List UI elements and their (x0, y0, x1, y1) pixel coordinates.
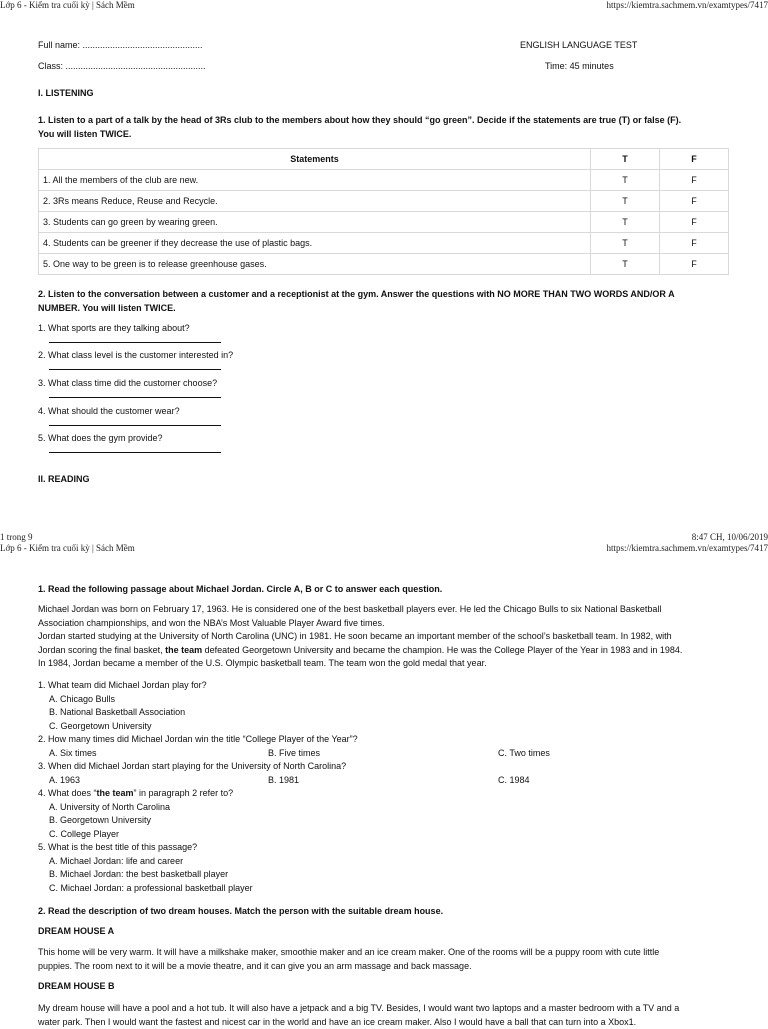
print-timestamp: 8:47 CH, 10/06/2019 (692, 532, 768, 542)
gym-question (38, 378, 221, 398)
header-false: F (660, 149, 729, 170)
answer-option[interactable]: B. Michael Jordan: the best basketball player (49, 868, 730, 882)
answer-option[interactable]: C. 1984 (498, 774, 530, 788)
statements-table (38, 148, 729, 275)
page-url-header[interactable]: https://kiemtra.sachmem.vn/examtypes/7417 (607, 0, 768, 10)
instruction-line: 1. Listen to a part of a talk by the head of 3Rs club to the members about how they should “go green”. Decide if the statements are true (T) or false (F). (38, 114, 730, 128)
page-title-header: Lớp 6 - Kiểm tra cuối kỳ | Sách Mềm (0, 0, 135, 10)
listening-task1-instruction (38, 114, 730, 141)
question-text: 4. What should the customer wear? (38, 406, 221, 416)
instruction-line: 2. Listen to the conversation between a customer and a receptionist at the gym. Answer the questions with NO MORE THAN TWO WORDS AND/OR A (38, 288, 730, 302)
reading-section-title: II. READING (38, 474, 90, 484)
answer-blank[interactable] (49, 416, 221, 426)
answer-option[interactable]: A. University of North Carolina (49, 801, 730, 815)
answer-option[interactable]: B. Georgetown University (49, 814, 730, 828)
question-text (38, 787, 730, 801)
instruction-line: NUMBER. You will listen TWICE. (38, 302, 730, 316)
question-text: 3. What class time did the customer choose? (38, 378, 221, 388)
the-team-phrase: the team (97, 788, 134, 798)
dream-house-b-text (38, 1002, 730, 1029)
question-part: ” in paragraph 2 refer to? (134, 788, 234, 798)
statement-text: 1. All the members of the club are new. (39, 170, 591, 191)
page-url-header[interactable]: https://kiemtra.sachmem.vn/examtypes/7417 (607, 543, 768, 553)
passage-text: Jordan scoring the final basket, (38, 645, 165, 655)
answer-blank[interactable] (49, 360, 221, 370)
false-option[interactable]: F (660, 233, 729, 254)
instruction-line: You will listen TWICE. (38, 128, 730, 142)
passage-line: Jordan started studying at the University of North Carolina (UNC) in 1981. He soon became an important member of the school’s basketball team. In 1982, with (38, 630, 730, 644)
false-option[interactable]: F (660, 212, 729, 233)
answer-option[interactable]: C. College Player (49, 828, 730, 842)
jordan-questions (38, 679, 730, 895)
answer-blank[interactable] (49, 443, 221, 453)
passage-line (38, 644, 730, 658)
true-option[interactable]: T (591, 191, 660, 212)
answer-option[interactable]: C. Michael Jordan: a professional basketball player (49, 882, 730, 896)
test-title: ENGLISH LANGUAGE TEST (520, 40, 637, 50)
true-option[interactable]: T (591, 170, 660, 191)
statements-table-wrap (38, 148, 729, 275)
question-text: 1. What sports are they talking about? (38, 323, 221, 333)
full-name-field: Full name: ................................................ (38, 40, 203, 50)
dream-house-a-text (38, 946, 730, 973)
passage-line: water park. Then I would want the fastest and nicest car in the world and have an ice cream maker. Also I would have a ball that can turn into a Xbox1. (38, 1016, 730, 1029)
answer-option[interactable]: C. Two times (498, 747, 550, 761)
passage-line: Michael Jordan was born on February 17, 1963. He is considered one of the best basketball players ever. He led the Chicago Bulls to six National Basketball (38, 603, 730, 617)
statement-text: 5. One way to be green is to release greenhouse gases. (39, 254, 591, 275)
the-team-phrase: the team (165, 645, 202, 655)
listening-section-title: I. LISTENING (38, 88, 94, 98)
test-time: Time: 45 minutes (545, 61, 614, 71)
false-option[interactable]: F (660, 170, 729, 191)
answer-option[interactable]: B. 1981 (268, 774, 299, 788)
question-text: 2. What class level is the customer interested in? (38, 350, 233, 360)
answer-blank[interactable] (49, 388, 221, 398)
passage-line: This home will be very warm. It will have a milkshake maker, smoothie maker and an ice cream maker. One of the rooms will be a puppy room with cute little (38, 946, 730, 960)
listening-task2-instruction (38, 288, 730, 315)
passage-line: My dream house will have a pool and a hot tub. It will also have a jetpack and a big TV. Besides, I would want two laptops and a master bedroom with a TV and a (38, 1002, 730, 1016)
dream-house-a-title: DREAM HOUSE A (38, 926, 114, 936)
answer-option[interactable]: A. 1963 (49, 774, 80, 788)
true-option[interactable]: T (591, 212, 660, 233)
options-row (38, 774, 730, 788)
answer-option[interactable]: B. National Basketball Association (49, 706, 730, 720)
passage-line: Association championships, and won the NBA’s Most Valuable Player Award five times. (38, 617, 730, 631)
answer-option[interactable]: B. Five times (268, 747, 320, 761)
table-header-row (39, 149, 729, 170)
page-title-header: Lớp 6 - Kiểm tra cuối kỳ | Sách Mềm (0, 543, 135, 553)
table-row (39, 170, 729, 191)
gym-question (38, 406, 221, 426)
passage-line: In 1984, Jordan became a member of the U.S. Olympic basketball team. The team won the gold medal that year. (38, 657, 730, 671)
true-option[interactable]: T (591, 254, 660, 275)
reading-task2-instruction: 2. Read the description of two dream houses. Match the person with the suitable dream house. (38, 906, 443, 916)
header-statements: Statements (39, 149, 591, 170)
table-row (39, 254, 729, 275)
false-option[interactable]: F (660, 191, 729, 212)
gym-question (38, 323, 221, 343)
options-row (38, 747, 730, 761)
answer-option[interactable]: A. Six times (49, 747, 97, 761)
passage-text: defeated Georgetown University and became the champion. He was the College Player of the Year in 1983 and in 1984. (202, 645, 682, 655)
question-text: 5. What is the best title of this passage? (38, 841, 730, 855)
jordan-passage (38, 603, 730, 671)
class-field: Class: ........................................................ (38, 61, 206, 71)
table-row (39, 212, 729, 233)
answer-option[interactable]: C. Georgetown University (49, 720, 730, 734)
gym-question (38, 350, 233, 370)
question-text: 1. What team did Michael Jordan play for? (38, 679, 730, 693)
statement-text: 4. Students can be greener if they decrease the use of plastic bags. (39, 233, 591, 254)
question-text: 5. What does the gym provide? (38, 433, 221, 443)
header-true: T (591, 149, 660, 170)
page-counter: 1 trong 9 (0, 532, 33, 542)
table-row (39, 233, 729, 254)
question-text: 3. When did Michael Jordan start playing for the University of North Carolina? (38, 760, 730, 774)
passage-line: puppies. The room next to it will be a movie theatre, and it can give you an arm massage and back massage. (38, 960, 730, 974)
true-option[interactable]: T (591, 233, 660, 254)
answer-option[interactable]: A. Michael Jordan: life and career (49, 855, 730, 869)
answer-blank[interactable] (49, 333, 221, 343)
statement-text: 3. Students can go green by wearing green. (39, 212, 591, 233)
false-option[interactable]: F (660, 254, 729, 275)
table-row (39, 191, 729, 212)
question-text: 2. How many times did Michael Jordan win the title “College Player of the Year”? (38, 733, 730, 747)
dream-house-b-title: DREAM HOUSE B (38, 981, 115, 991)
question-part: 4. What does “ (38, 788, 97, 798)
answer-option[interactable]: A. Chicago Bulls (49, 693, 730, 707)
reading-task1-instruction: 1. Read the following passage about Michael Jordan. Circle A, B or C to answer each question. (38, 584, 442, 594)
gym-question (38, 433, 221, 453)
statement-text: 2. 3Rs means Reduce, Reuse and Recycle. (39, 191, 591, 212)
